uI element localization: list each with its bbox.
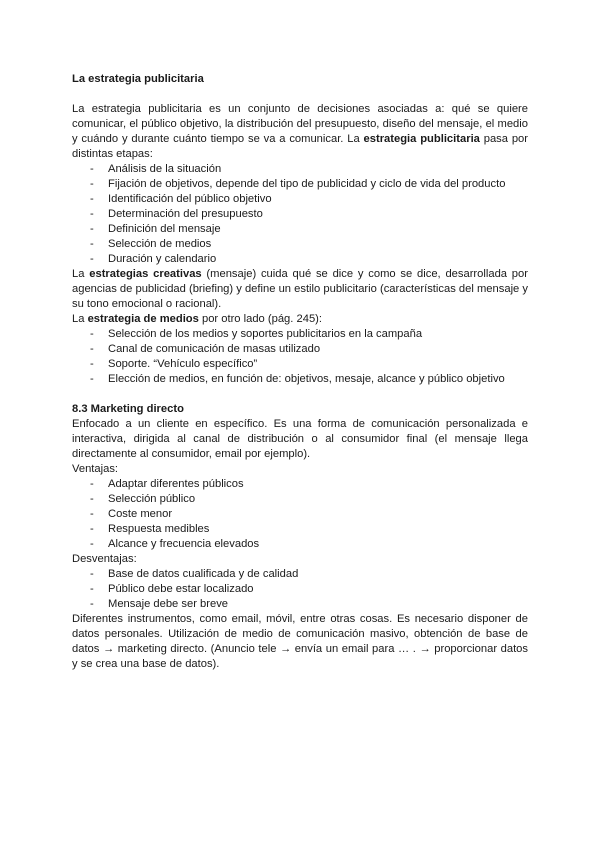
list-item: - Adaptar diferentes públicos [72, 477, 528, 492]
spacer [72, 387, 528, 402]
list-item: - Definición del mensaje [72, 222, 528, 237]
list-item: - Análisis de la situación [72, 162, 528, 177]
list-item: - Coste menor [72, 507, 528, 522]
stages-list [72, 162, 528, 267]
creative-text: (mensaje) cuida qué se dice y como se dice, desarrollada por agencias de publicidad (briefing) y define un estilo publicitario (características del mensaje y su tono emocional o racional). [72, 268, 528, 310]
list-item: - Determinación del presupuesto [72, 207, 528, 222]
list-item: - Canal de comunicación de masas utilizado [72, 342, 528, 357]
paragraph-marketing-intro: Enfocado a un cliente en específico. Es una forma de comunicación personalizada e interactiva, dirigida al canal de distribución o al consumidor final (el mensaje llega directamente al consumidor, email por ejemplo). [72, 418, 528, 460]
disadvantages-label: Desventajas: [72, 553, 137, 565]
intro-bold-term: estrategia publicitaria [363, 133, 480, 145]
advantages-label: Ventajas: [72, 463, 119, 475]
paragraph-creative [72, 267, 528, 312]
list-item: - Fijación de objetivos, depende del tipo de publicidad y ciclo de vida del producto [72, 177, 528, 192]
creative-pre: La [72, 268, 90, 280]
list-item: - Elección de medios, en función de: objetivos, mesaje, alcance y público objetivo [72, 372, 528, 387]
disadvantages-list [72, 567, 528, 612]
media-list [72, 327, 528, 387]
spacer [72, 87, 528, 102]
paragraph-intro [72, 102, 528, 162]
list-item: - Duración y calendario [72, 252, 528, 267]
list-item: - Selección de medios [72, 237, 528, 252]
paragraph-media [72, 312, 528, 327]
media-pre: La [72, 313, 88, 325]
creative-bold-term: estrategias creativas [89, 268, 202, 280]
list-item: - Identificación del público objetivo [72, 192, 528, 207]
advantages-list [72, 477, 528, 552]
list-item: - Selección de los medios y soportes publicitarios en la campaña [72, 327, 528, 342]
list-item: - Respuesta medibles [72, 522, 528, 537]
list-item: - Selección público [72, 492, 528, 507]
intro-text: La estrategia publicitaria es un conjunto de decisiones asociadas a: qué se quiere comunicar, el público objetivo, la distribución del presupuesto, diseño del mensaje, el medio y cuándo y durante cuánto tiempo se va a comunicar. La [72, 103, 528, 145]
intro-end-text: pasa por distintas etapas: [72, 133, 528, 160]
media-bold-term: estrategia de medios [87, 313, 199, 325]
media-text: por otro lado (pág. 245): [198, 313, 322, 325]
section-heading-estrategia: La estrategia publicitaria [72, 73, 204, 85]
list-item: - Base de datos cualificada y de calidad [72, 567, 528, 582]
list-item: - Soporte. “Vehículo específico” [72, 357, 528, 372]
list-item: - Público debe estar localizado [72, 582, 528, 597]
paragraph-closing: Diferentes instrumentos, como email, móvil, entre otras cosas. Es necesario disponer de datos personales. Utilización de medio de comunicación masivo, obtención de base de datos → marketing directo. (Anuncio tele → envía un email para … . → proporcionar datos y se crea una base de datos). [72, 613, 528, 670]
list-item: - Alcance y frecuencia elevados [72, 537, 528, 552]
document-page [72, 72, 528, 672]
list-item: - Mensaje debe ser breve [72, 597, 528, 612]
section-heading-marketing-directo: 8.3 Marketing directo [72, 403, 184, 415]
